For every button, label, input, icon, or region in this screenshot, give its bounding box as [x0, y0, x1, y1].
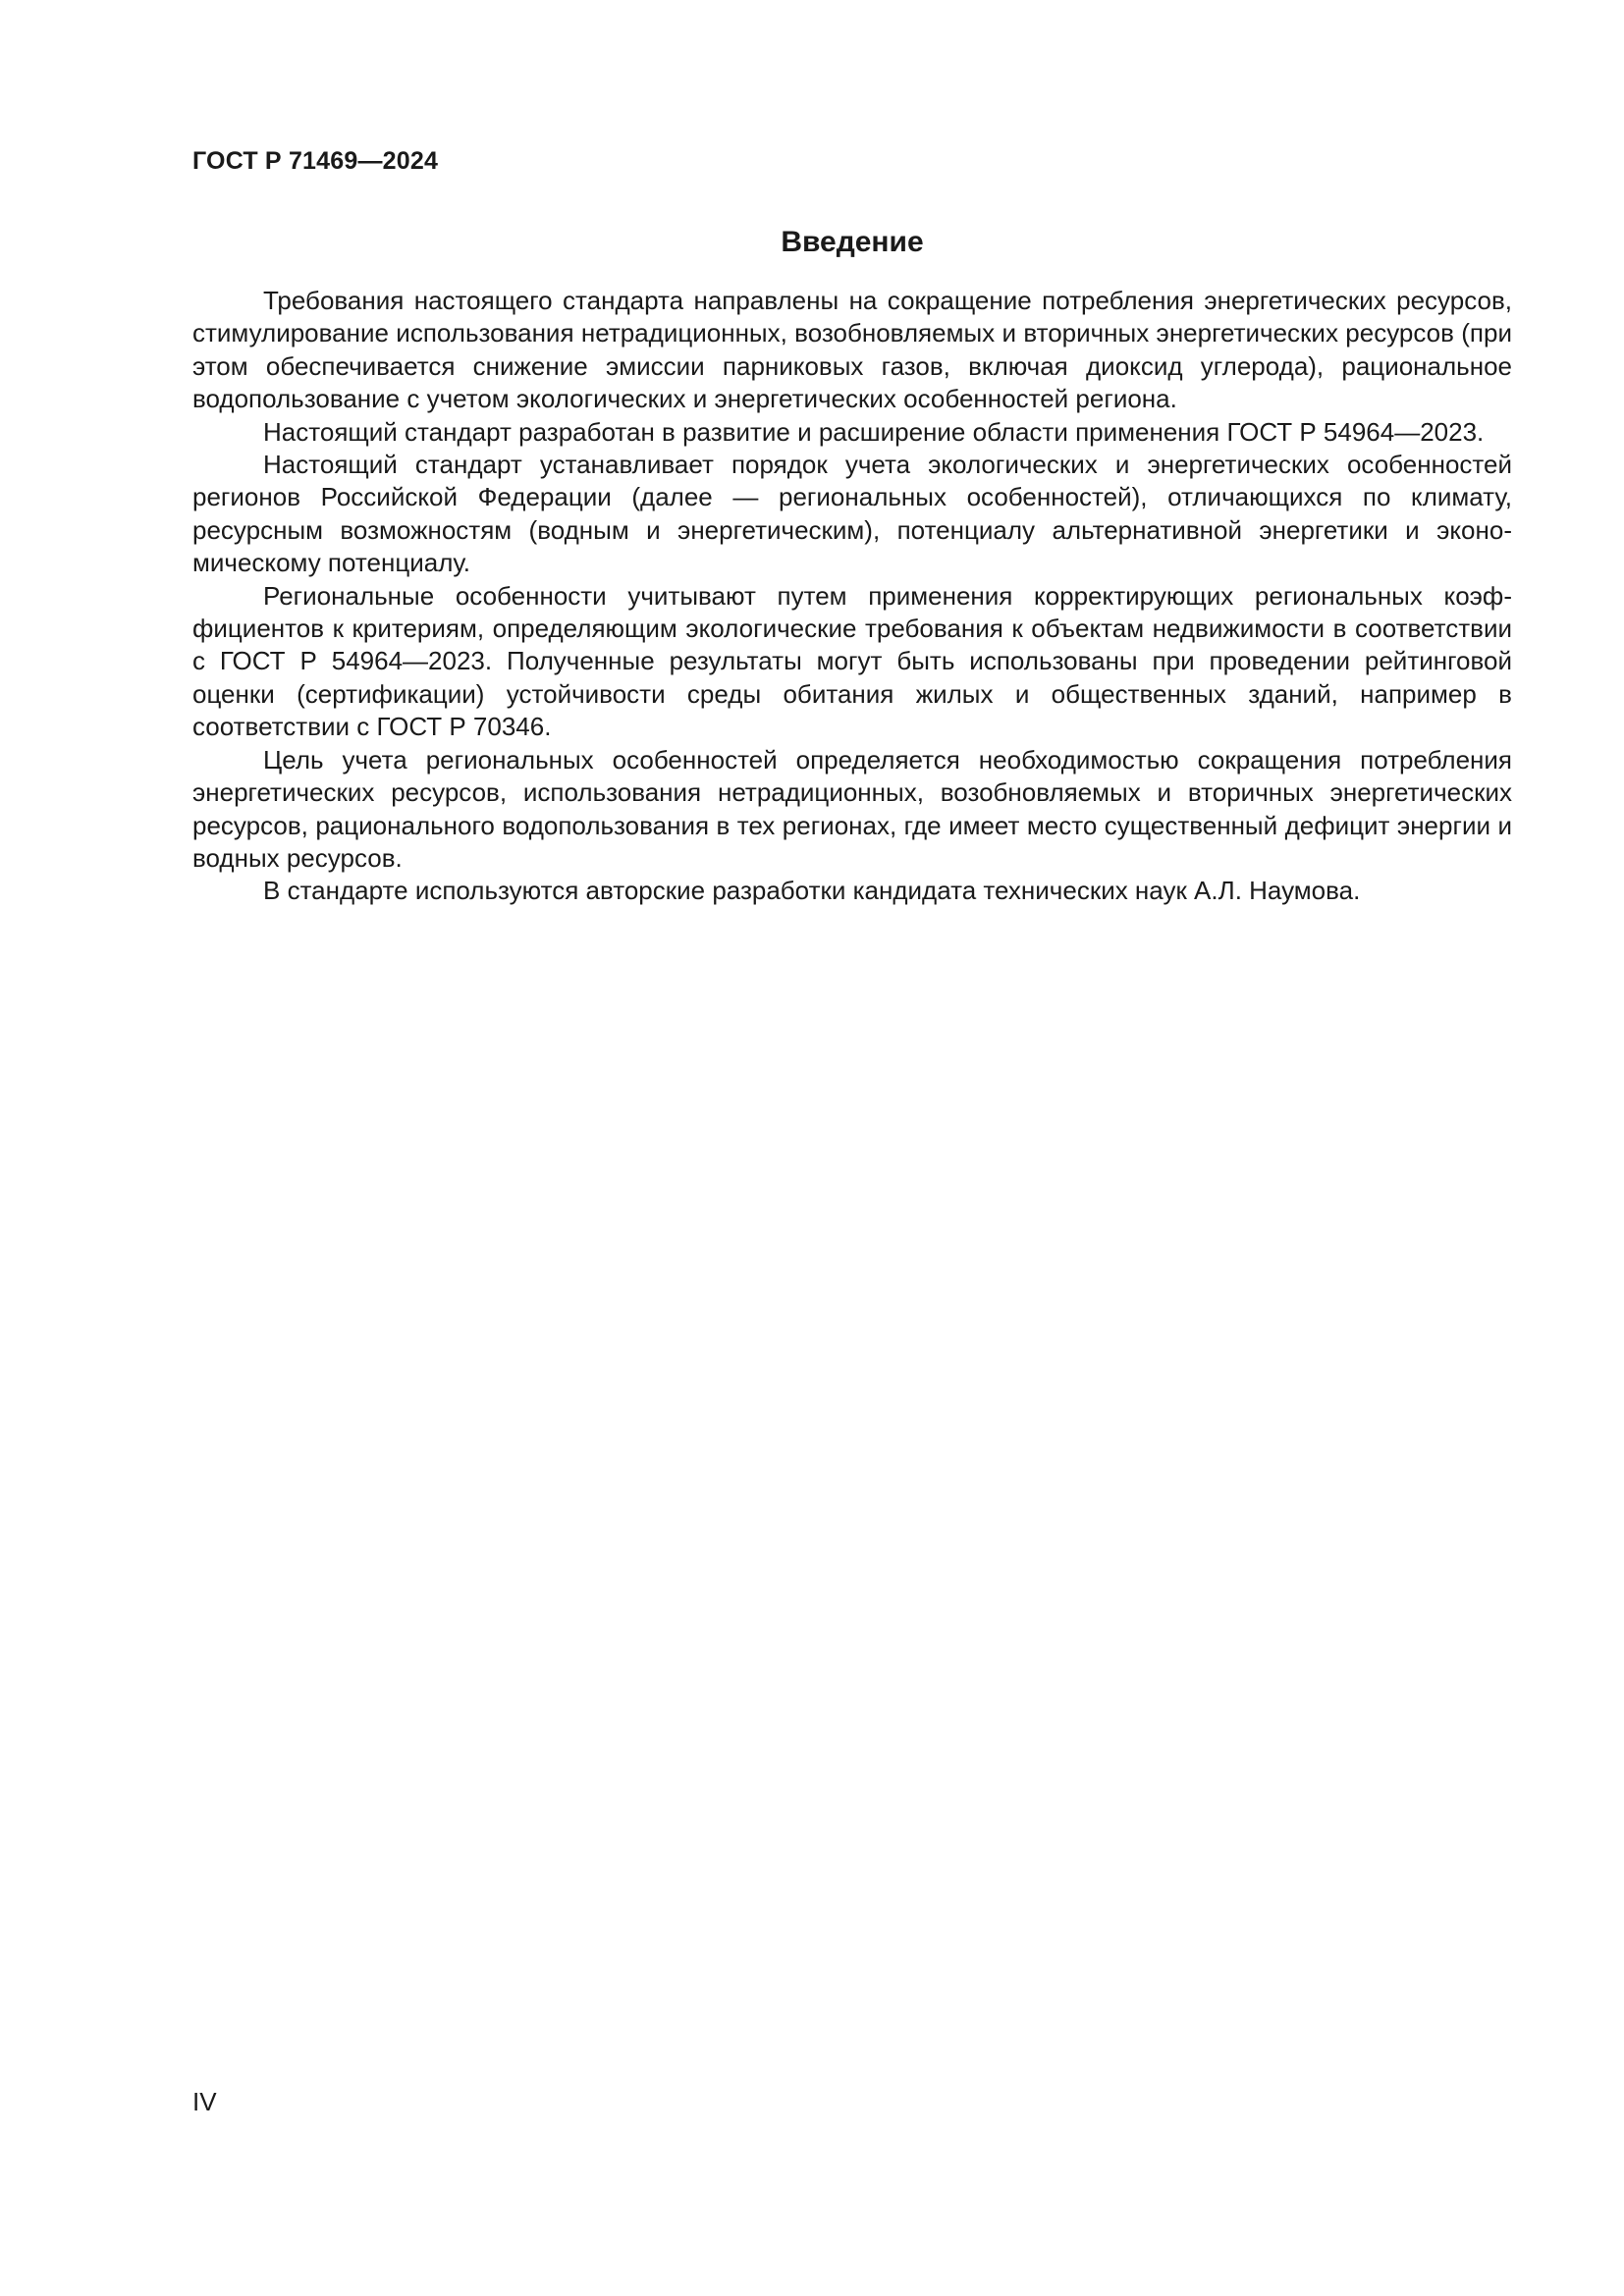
paragraph-1: Требования настоящего стандарта направлены на сокращение потребления энергетических ресурсов, стимулирование использования нетрадиционных, возобновляемых и вторичных энергетических ресурсов (при этом обеспечивается снижение эмиссии парниковых газов, включая диоксид углерода), рациональное водопользование с учетом экологических и энергетических особенностей региона. [192, 286, 1512, 414]
paragraph-6: В стандарте используются авторские разработки кандидата технических наук А.Л. Наумова. [263, 876, 1361, 906]
section-title: Введение [781, 226, 924, 258]
paragraph-5: Цель учета региональных особенностей определяется необходимостью сокращения потребления энергетических ресурсов, использования нетрадиционных, возобновляемых и вторичных энергетических ресурсов, рационального водопользования в тех регионах, где имеет место существенный дефицит энергии и водных ресурсов. [192, 744, 1512, 873]
paragraph-2: Настоящий стандарт разработан в развитие и расширение области применения ГОСТ Р 54964—2023. [263, 416, 1485, 447]
document-body [192, 285, 1512, 908]
page-number: IV [192, 2087, 217, 2116]
paragraph-3: Настоящий стандарт устанавливает порядок учета экологических и энергетических особенностей регионов Российской Федерации (далее — региональных особенностей), отличающихся по климату, ресурсным возможностям (водным и энергетическим), потенциалу альтернативной энергетики и экономическому потенциалу. [192, 450, 1512, 578]
paragraph-4: Региональные особенности учитывают путем применения корректирующих региональных коэффициентов к критериям, определяющим экологические требования к объектам недвижимости в соответствии с ГОСТ Р 54964—2023. Полученные результаты могут быть использованы при проведении рейтинговой оценки (сертификации) устойчивости среды обитания жилых и общественных зданий, например в соответствии с ГОСТ Р 70346. [192, 580, 1512, 742]
document-code: ГОСТ Р 71469—2024 [192, 147, 439, 175]
